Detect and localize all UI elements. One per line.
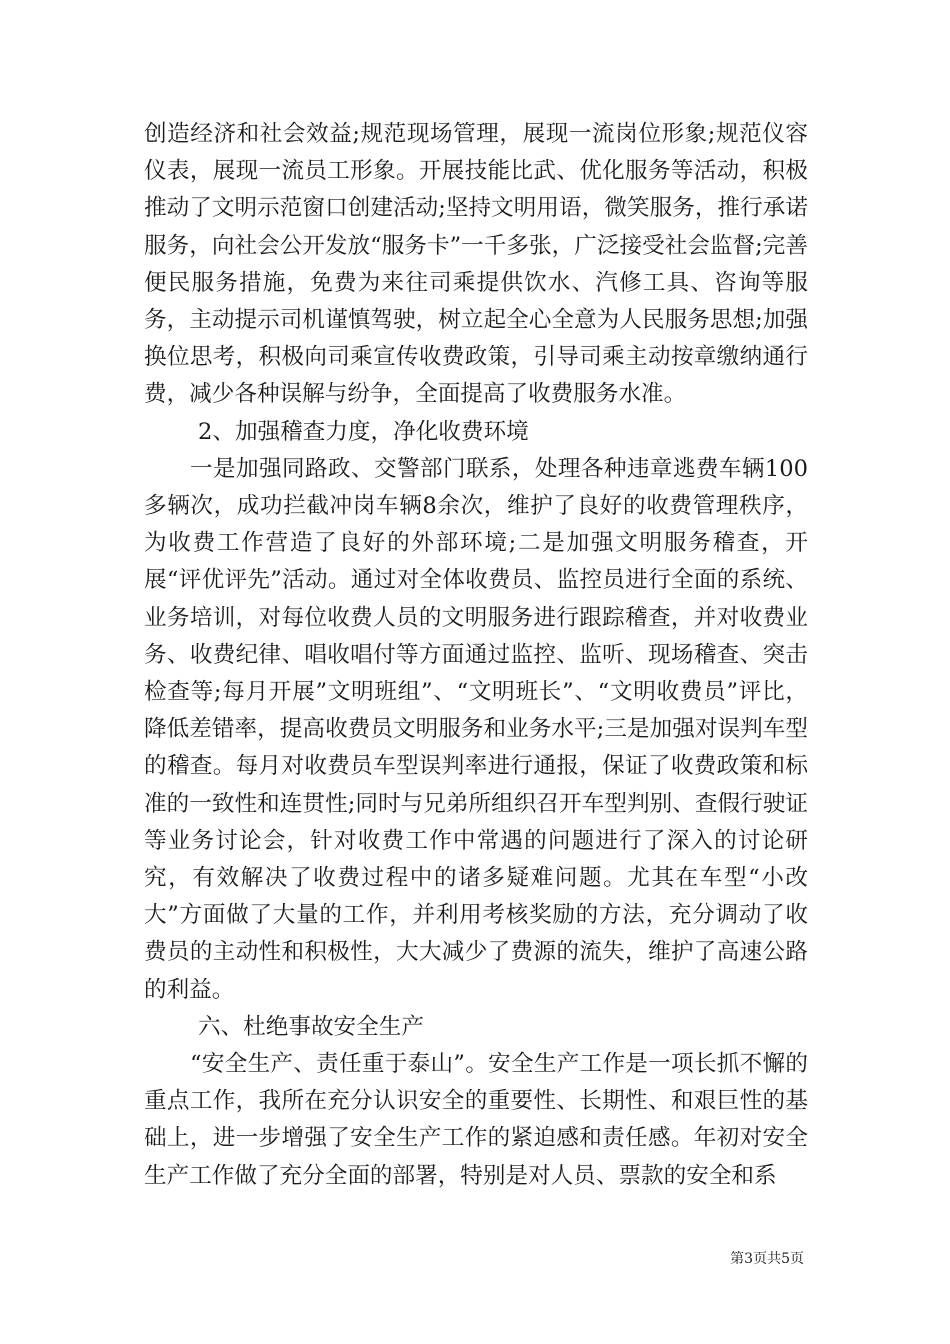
paragraph-safety: “安全生产、责任重于泰山”。安全生产工作是一项长抓不懈的重点工作，我所在充分认识安全的重要性、长期性、和艰巨性的基础上，进一步增强了安全生产工作的紧迫感和责任感。年初对安全生产工作做了充分全面的部署，特别是对人员、票款的安全和系 — [144, 1051, 808, 1189]
document-page — [144, 116, 808, 1195]
paragraph-continued: 创造经济和社会效益;规范现场管理，展现一流岗位形象;规范仪容仪表，展现一流员工形象。开展技能比武、优化服务等活动，积极推动了文明示范窗口创建活动;坚持文明用语，微笑服务，推行承诺服务，向社会公开发放“服务卡”一千多张，广泛接受社会监督;完善便民服务措施，免费为来往司乘提供饮水、汽修工具、咨询等服务，主动提示司机谨慎驾驶，树立起全心全意为人民服务思想;加强换位思考，积极向司乘宣传收费政策，引导司乘主动按章缴纳通行费，减少各种误解与纷争，全面提高了收费服务水准。 — [144, 121, 808, 408]
section-heading-safety: 六、杜绝事故安全生产 — [198, 1013, 424, 1040]
paragraph-inspection: 一是加强同路政、交警部门联系，处理各种违章逃费车辆100多辆次，成功拦截冲岗车辆8余次，维护了良好的收费管理秩序，为收费工作营造了良好的外部环境;二是加强文明服务稽查，开展“评优评先”活动。通过对全体收费员、监控员进行全面的系统、业务培训，对每位收费人员的文明服务进行跟踪稽查，并对收费业务、收费纪律、唱收唱付等方面通过监控、监听、现场稽查、突击检查等;每月开展”文明班组”、“文明班长”、“文明收费员”评比，降低差错率，提高收费员文明服务和业务水平;三是加强对误判车型的稽查。每月对收费员车型误判率进行通报，保证了收费政策和标准的一致性和连贯性;同时与兄弟所组织召开车型判别、查假行驶证等业务讨论会，针对收费工作中常遇的问题进行了深入的讨论研究，有效解决了收费过程中的诸多疑难问题。尤其在车型“小改大”方面做了大量的工作，并利用考核奖励的方法，充分调动了收费员的主动性和积极性，大大减少了费源的流失，维护了高速公路的利益。 — [144, 455, 808, 1003]
page-number: 第3页共5页 — [730, 1251, 804, 1267]
section-heading-inspection: 2、加强稽查力度，净化收费环境 — [198, 418, 529, 445]
